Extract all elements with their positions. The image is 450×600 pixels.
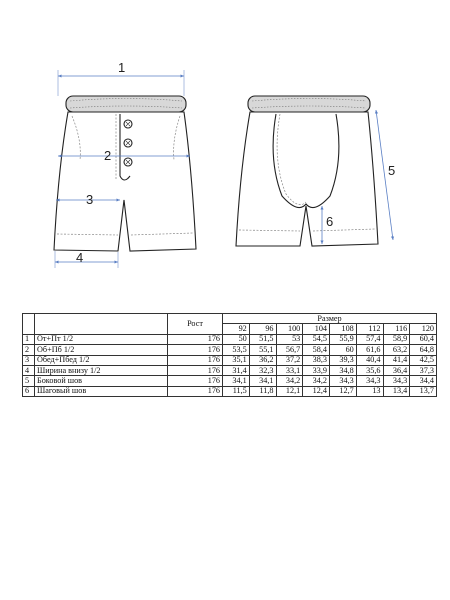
measurement-name-cell: Шаговый шов [35,386,168,396]
value-cell: 12,4 [303,386,330,396]
size-cell: 108 [330,324,357,334]
row-number-cell: 6 [23,386,35,396]
height-cell: 176 [168,345,223,355]
value-cell: 60,4 [410,334,437,344]
value-cell: 40,4 [356,355,383,365]
sizes-header: Размер [223,314,437,324]
size-cell: 112 [356,324,383,334]
value-cell: 12,7 [330,386,357,396]
dimension-label-6: 6 [326,214,334,229]
value-cell: 50 [223,334,250,344]
row-number-cell: 1 [23,334,35,344]
dimension-label-1: 1 [118,60,126,75]
value-cell: 35,1 [223,355,250,365]
table-name-header-cell [35,314,168,335]
back-view [236,96,378,246]
value-cell: 13 [356,386,383,396]
value-cell: 60 [330,345,357,355]
table-body [23,334,437,396]
row-number-cell: 5 [23,376,35,386]
front-buttons [124,120,132,166]
height-cell: 176 [168,334,223,344]
table-row [23,376,437,386]
front-body [54,112,196,251]
value-cell: 53 [276,334,303,344]
value-cell: 51,5 [249,334,276,344]
value-cell: 58,9 [383,334,410,344]
height-cell: 176 [168,355,223,365]
value-cell: 34,1 [249,376,276,386]
value-cell: 64,8 [410,345,437,355]
measurement-name-cell: Ширина внизу 1/2 [35,365,168,375]
value-cell: 53,5 [223,345,250,355]
table-row [23,355,437,365]
value-cell: 11,8 [249,386,276,396]
value-cell: 34,3 [356,376,383,386]
value-cell: 34,3 [383,376,410,386]
table-row [23,365,437,375]
height-cell: 176 [168,386,223,396]
value-cell: 33,9 [303,365,330,375]
measurement-name-cell: Обед+Пбед 1/2 [35,355,168,365]
dimension-label-2: 2 [104,148,112,163]
value-cell: 36,4 [383,365,410,375]
value-cell: 55,1 [249,345,276,355]
value-cell: 13,7 [410,386,437,396]
value-cell: 37,3 [410,365,437,375]
back-body [236,112,378,246]
value-cell: 34,1 [223,376,250,386]
table-row [23,334,437,344]
value-cell: 54,5 [303,334,330,344]
value-cell: 57,4 [356,334,383,344]
front-view [54,96,196,251]
value-cell: 38,3 [303,355,330,365]
value-cell: 34,2 [303,376,330,386]
value-cell: 35,6 [356,365,383,375]
table-corner-cell [23,314,35,335]
value-cell: 58,4 [303,345,330,355]
size-cell: 96 [249,324,276,334]
measurement-name-cell: Боковой шов [35,376,168,386]
size-cell: 104 [303,324,330,334]
row-number-cell: 2 [23,345,35,355]
value-cell: 41,4 [383,355,410,365]
size-table [22,313,437,397]
height-cell: 176 [168,376,223,386]
dimension-label-4: 4 [76,250,84,265]
table-row [23,345,437,355]
dimension-label-3: 3 [86,192,94,207]
value-cell: 42,5 [410,355,437,365]
value-cell: 37,2 [276,355,303,365]
value-cell: 63,2 [383,345,410,355]
size-cell: 120 [410,324,437,334]
value-cell: 39,3 [330,355,357,365]
value-cell: 56,7 [276,345,303,355]
row-number-cell: 4 [23,365,35,375]
front-waistband [66,96,186,112]
value-cell: 12,1 [276,386,303,396]
value-cell: 34,3 [330,376,357,386]
table-row [23,386,437,396]
value-cell: 11,5 [223,386,250,396]
value-cell: 36,2 [249,355,276,365]
value-cell: 34,2 [276,376,303,386]
table-header-row [23,314,437,324]
row-number-cell: 3 [23,355,35,365]
value-cell: 13,4 [383,386,410,396]
value-cell: 61,6 [356,345,383,355]
height-cell: 176 [168,365,223,375]
value-cell: 55,9 [330,334,357,344]
size-cell: 92 [223,324,250,334]
value-cell: 34,8 [330,365,357,375]
size-cell: 100 [276,324,303,334]
size-cell: 116 [383,324,410,334]
measurement-name-cell: От+Пт 1/2 [35,334,168,344]
value-cell: 31,4 [223,365,250,375]
measurement-name-cell: Об+Пб 1/2 [35,345,168,355]
height-header: Рост [168,314,223,335]
value-cell: 33,1 [276,365,303,375]
value-cell: 34,4 [410,376,437,386]
value-cell: 32,3 [249,365,276,375]
dimension-label-5: 5 [388,163,396,178]
